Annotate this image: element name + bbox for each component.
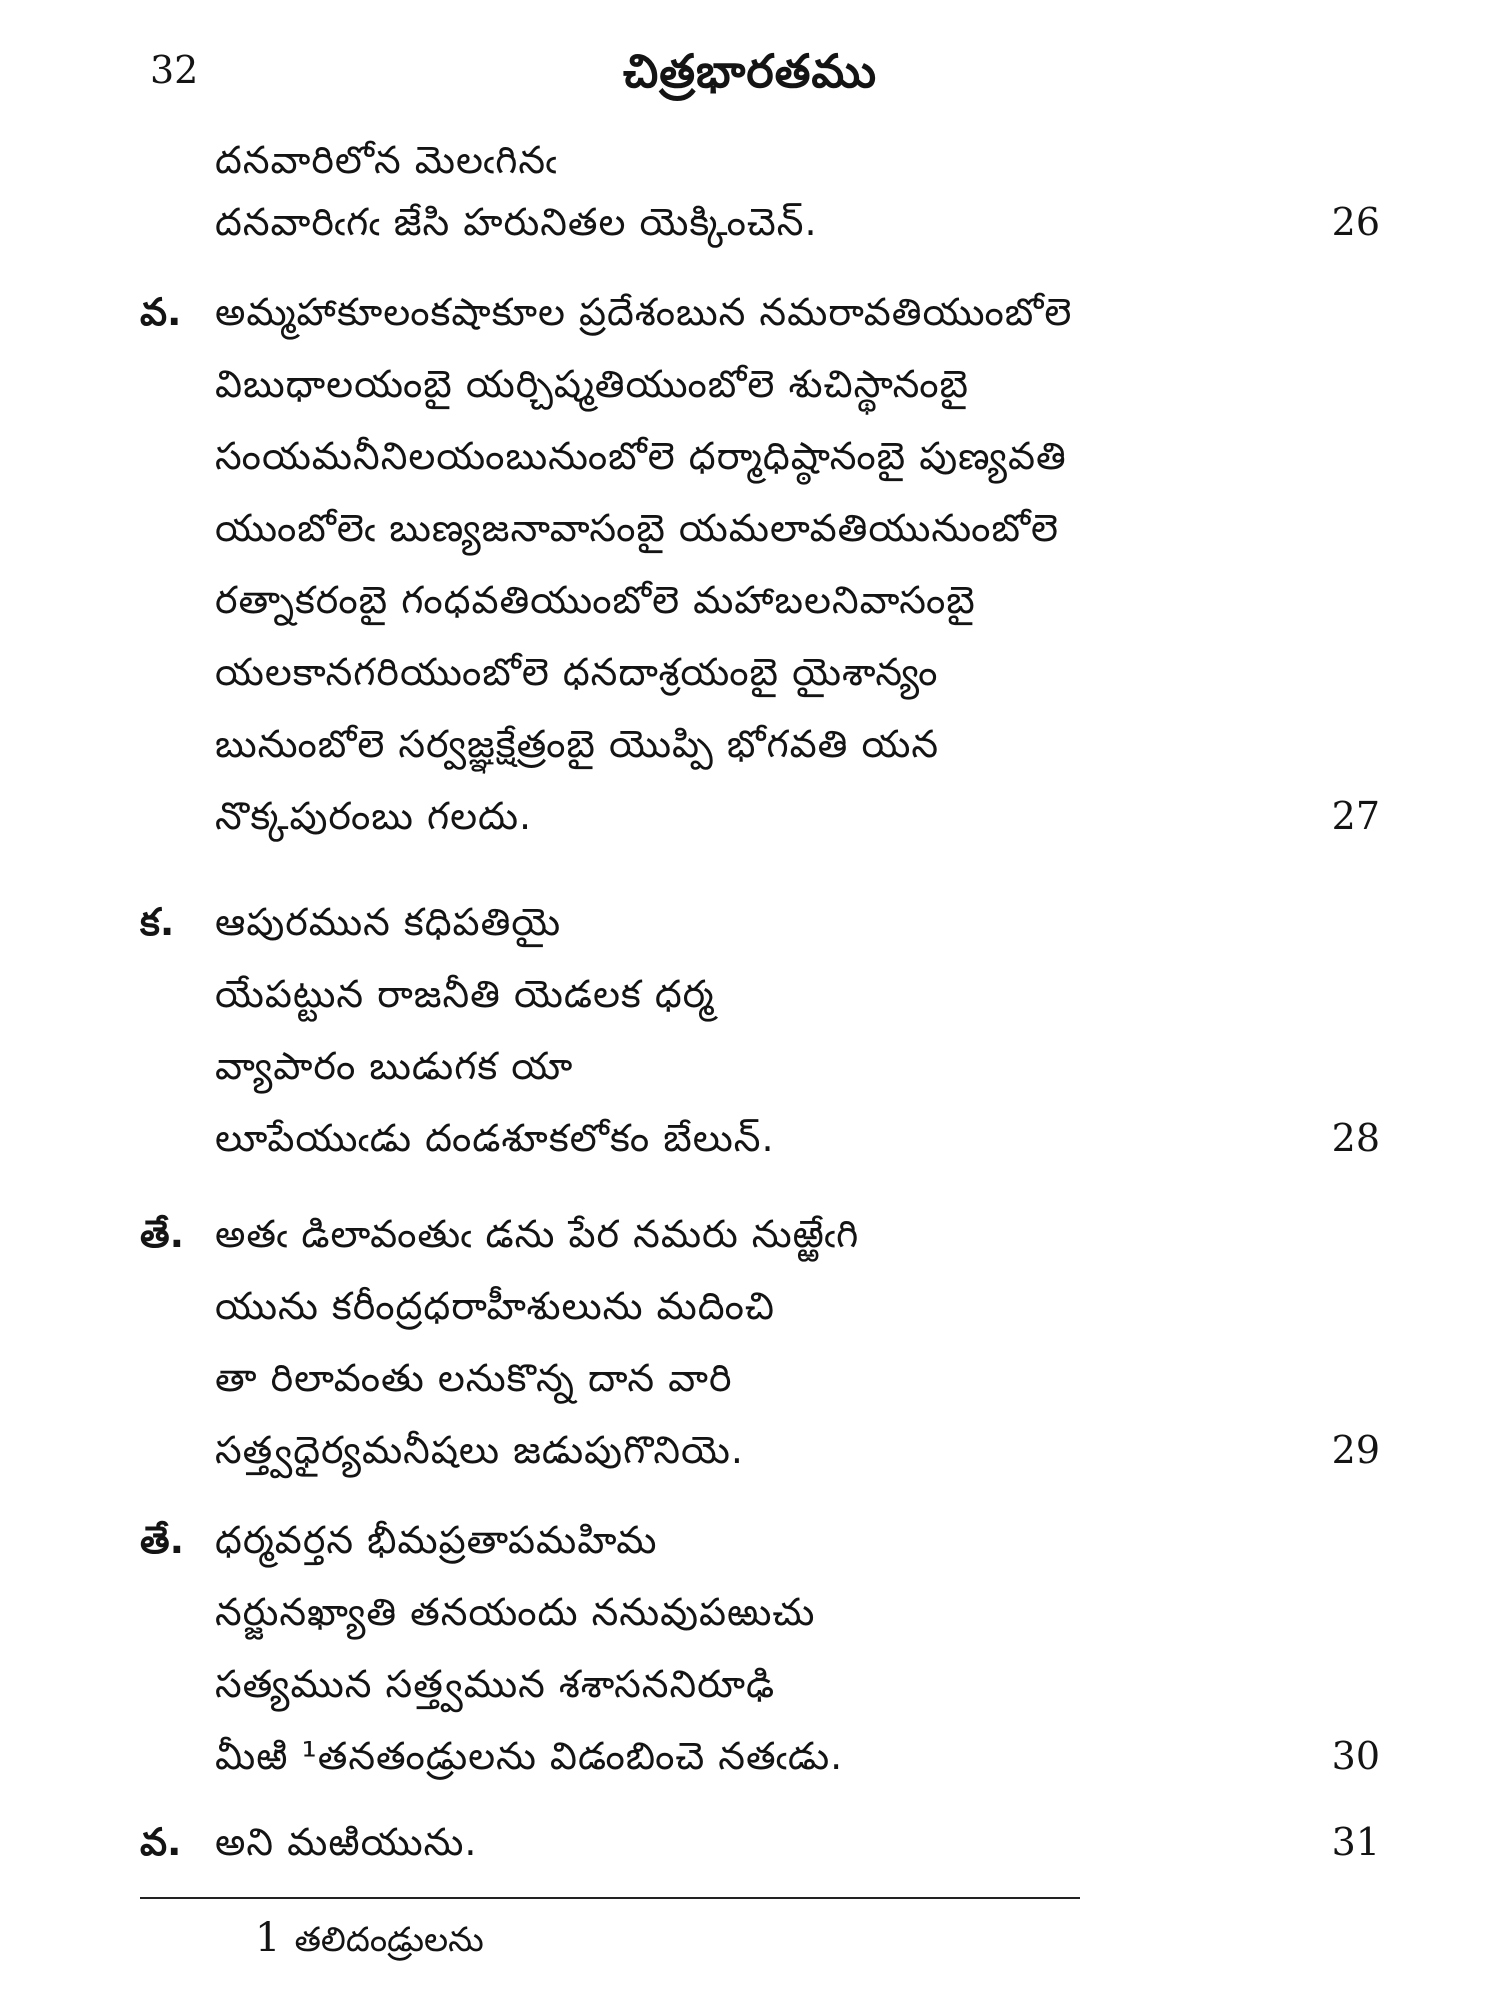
verse-number-31: 31 (1331, 1820, 1380, 1864)
verse-line (0, 1356, 1500, 1416)
verse-27-line-2: విబుధాలయంబై యర్చిష్మతియుంబోలె శుచిస్థానంబై (215, 362, 970, 406)
verse-line (0, 506, 1500, 566)
running-title: చిత్రభారతము (623, 44, 877, 98)
verse-27-line-4: యుంబోలెఁ బుణ్యజనావాసంబై యమలావతియునుంబోలె (215, 506, 1059, 550)
verse-30-line-3: సత్యమున సత్త్వమున శశాసననిరూఢి (215, 1662, 776, 1706)
verse-line (0, 794, 1500, 854)
verse-27-line-3: సంయమనీనిలయంబునుంబోలె ధర్మాధిష్ఠానంబై పుణ్యవతి (215, 434, 1067, 478)
footnote (255, 1915, 484, 1968)
verse-line (0, 650, 1500, 710)
meter-label: వ. (140, 290, 182, 334)
verse-30-line-2: నర్జునఖ్యాతి తనయందు ననువుపఱుచు (215, 1590, 816, 1634)
verse-27-line-5: రత్నాకరంబై గంధవతియుంబోలె మహాబలనివాసంబై (215, 578, 976, 622)
meter-label: వ. (140, 1820, 182, 1864)
verse-29-line-1: అతఁ డిలావంతుఁ డను పేర నమరు నుఱ్ఱేఁగి (215, 1212, 860, 1256)
footnote-text: తలిదండ్రులను (294, 1920, 484, 1960)
footnote-divider (140, 1897, 1080, 1899)
page-number: 32 (150, 48, 199, 92)
verse-line (0, 1590, 1500, 1650)
verse-27-line-8: నొక్కపురంబు గలదు. (215, 794, 533, 838)
verse-number-28: 28 (1331, 1116, 1380, 1160)
verse-28-line-4: లూపేయుఁడు దండశూకలోకం బేలున్. (215, 1116, 775, 1160)
verse-line (0, 1044, 1500, 1104)
verse-27-line-1: అమ్మహాకూలంకషాకూల ప్రదేశంబున నమరావతియుంబోలె (215, 290, 1073, 334)
verse-line (0, 972, 1500, 1032)
verse-line (0, 1734, 1500, 1794)
verse-29-line-3: తా రిలావంతు లనుకొన్న దాన వారి (215, 1356, 733, 1400)
verse-line (0, 290, 1500, 350)
page-header (0, 40, 1500, 110)
verse-26-line-2: దనవారిఁగఁ జేసి హరునితల యెక్కించెన్. (215, 200, 818, 244)
verse-line (0, 200, 1500, 260)
meter-label: క. (140, 900, 175, 944)
verse-29-line-4: సత్త్వధైర్యమనీషలు జడుపుగొనియె. (215, 1428, 744, 1472)
verse-line (0, 900, 1500, 960)
verse-line (0, 138, 1500, 198)
verse-line (0, 1428, 1500, 1488)
verse-line (0, 722, 1500, 782)
verse-line (0, 1116, 1500, 1176)
verse-line (0, 1820, 1500, 1880)
verse-line (0, 1662, 1500, 1722)
verse-line (0, 578, 1500, 638)
verse-28-line-2: యేపట్టున రాజనీతి యెడలక ధర్మ (215, 972, 715, 1016)
verse-line (0, 434, 1500, 494)
verse-number-30: 30 (1331, 1734, 1380, 1778)
footnote-mark: 1 (255, 1915, 281, 1961)
verse-31-line-1: అని మఱియును. (215, 1820, 478, 1864)
verse-29-line-2: యును కరీంద్రధరాహీశులును మదించి (215, 1284, 775, 1328)
verse-number-27: 27 (1331, 794, 1380, 838)
verse-27-line-7: బునుంబోలె సర్వజ్ఞక్షేత్రంబై యొప్పి భోగవతి యన (215, 722, 939, 766)
verse-line (0, 1212, 1500, 1272)
verse-30-line-1: ధర్మవర్తన భీమప్రతాపమహిమ (215, 1518, 658, 1562)
meter-label: తే. (140, 1518, 184, 1562)
verse-28-line-3: వ్యాపారం బుడుగక యా (215, 1044, 574, 1088)
verse-30-line-4: మీఱి ¹తనతండ్రులను విడంబించె నతఁడు. (215, 1734, 844, 1778)
verse-line (0, 1284, 1500, 1344)
verse-26-line-1: దనవారిలోన మెలఁగినఁ (215, 138, 558, 182)
verse-line (0, 362, 1500, 422)
verse-27-line-6: యలకానగరియుంబోలె ధనదాశ్రయంబై యైశాన్యం (215, 650, 939, 694)
verse-number-26: 26 (1331, 200, 1380, 244)
verse-line (0, 1518, 1500, 1578)
meter-label: తే. (140, 1212, 184, 1256)
verse-28-line-1: ఆపురమున కధిపతియై (215, 900, 562, 944)
verse-number-29: 29 (1331, 1428, 1380, 1472)
